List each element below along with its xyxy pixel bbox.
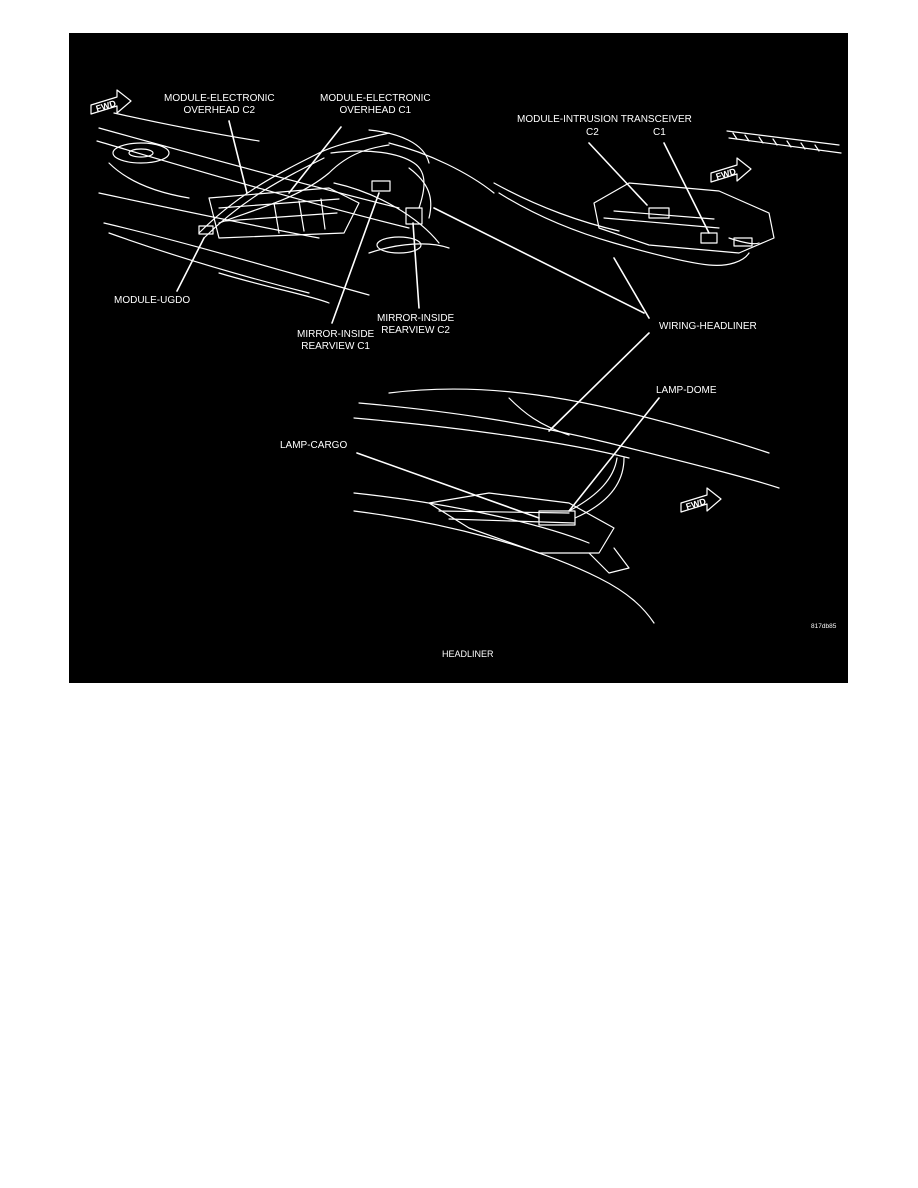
callout-lamp-cargo — [280, 440, 347, 452]
label-text: WIRING-HEADLINER — [659, 321, 757, 332]
callout-module-intrusion-transceiver — [517, 114, 692, 126]
label-text: C2 — [586, 127, 599, 138]
label-text: LAMP-DOME — [656, 385, 717, 396]
label-text: C1 — [653, 127, 666, 138]
callout-transceiver-c2 — [586, 127, 599, 139]
callout-transceiver-c1 — [653, 127, 666, 139]
callout-mirror-inside-rearview-c2 — [377, 313, 454, 337]
fwd-label-lower: FWD — [684, 496, 708, 512]
label-text: MODULE-ELECTRONIC OVERHEAD C1 — [320, 93, 431, 116]
label-text: MIRROR-INSIDE REARVIEW C2 — [377, 313, 455, 336]
callout-mirror-inside-rearview-c1 — [297, 329, 374, 353]
label-text: MODULE-UGDO — [114, 295, 191, 306]
fwd-label-upper-right: FWD — [714, 166, 738, 182]
callout-lamp-dome — [656, 385, 717, 397]
callout-module-ugdo — [114, 295, 190, 307]
callout-module-electronic-overhead-c1 — [320, 93, 431, 117]
fwd-label-upper-left: FWD — [94, 98, 118, 114]
headliner-diagram — [69, 33, 848, 683]
callout-wiring-headliner — [659, 321, 757, 333]
lower-headliner-assembly — [354, 389, 779, 623]
diagram-artwork — [69, 33, 848, 683]
label-text: LAMP-CARGO — [280, 440, 348, 451]
label-text: MODULE-INTRUSION TRANSCEIVER — [517, 114, 692, 125]
label-text: MIRROR-INSIDE REARVIEW C1 — [297, 329, 375, 352]
figure-code: 817db85 — [811, 623, 837, 630]
figure-caption: HEADLINER — [442, 649, 494, 659]
callout-module-electronic-overhead-c2 — [164, 93, 275, 117]
label-text: MODULE-ELECTRONIC OVERHEAD C2 — [164, 93, 275, 116]
